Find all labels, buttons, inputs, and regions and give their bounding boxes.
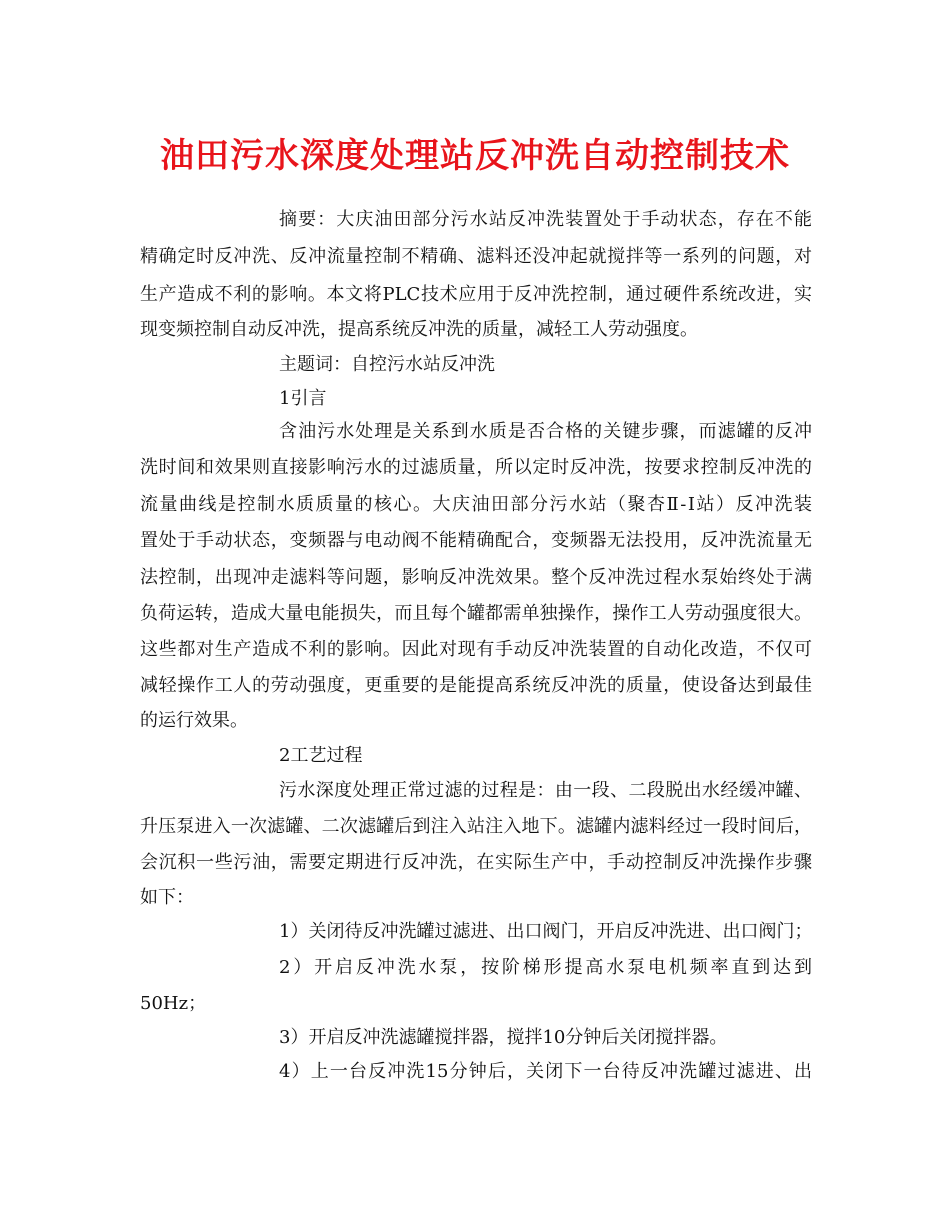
body-line: 负荷运转，造成大量电能损失，而且每个罐都需单独操作，操作工人劳动强度很大。 [140,603,812,624]
body-line: 减轻操作工人的劳动强度，更重要的是能提高系统反冲洗的质量，使设备达到最佳 [140,675,812,696]
abstract-line-4: 现变频控制自动反冲洗，提高系统反冲洗的质量，减轻工人劳动强度。 [140,319,698,340]
body-line: 的运行效果。 [140,710,248,731]
section-heading-process: 2工艺过程 [279,745,363,766]
body-line: 升压泵进入一次滤罐、二次滤罐后到注入站注入地下。滤罐内滤料经过一段时间后， [140,816,812,837]
body-line: 洗时间和效果则直接影响污水的过滤质量，所以定时反冲洗，按要求控制反冲洗的 [140,457,812,478]
body-line: 置处于手动状态，变频器与电动阀不能精确配合，变频器无法投用，反冲洗流量无 [140,530,812,551]
step-4: 4）上一台反冲洗15分钟后，关闭下一台待反冲洗罐过滤进、出 [279,1061,812,1082]
body-line: 这些都对生产造成不利的影响。因此对现有手动反冲洗装置的自动化改造，不仅可 [140,639,812,660]
abstract-line-2: 精确定时反冲洗、反冲流量控制不精确、滤料还没冲起就搅拌等一系列的问题，对 [140,246,812,267]
body-line: 会沉积一些污油，需要定期进行反冲洗，在实际生产中，手动控制反冲洗操作步骤 [140,852,812,873]
body-line: 流量曲线是控制水质质量的核心。大庆油田部分污水站（聚杏Ⅱ-Ⅰ站）反冲洗装 [140,494,812,515]
keywords: 主题词：自控污水站反冲洗 [279,354,495,375]
step-1: 1）关闭待反冲洗罐过滤进、出口阀门，开启反冲洗进、出口阀门； [279,921,813,942]
abstract-line-1: 摘要：大庆油田部分污水站反冲洗装置处于手动状态，存在不能 [279,209,812,230]
section-heading-intro: 1引言 [279,388,327,409]
step-2: 2）开启反冲洗水泵，按阶梯形提高水泵电机频率直到达到 [279,957,812,978]
body-line: 法控制，出现冲走滤料等问题，影响反冲洗效果。整个反冲洗过程水泵始终处于满 [140,567,812,588]
abstract-line-3: 生产造成不利的影响。本文将PLC技术应用于反冲洗控制，通过硬件系统改进，实 [140,284,812,305]
step-3: 3）开启反冲洗滤罐搅拌器，搅拌10分钟后关闭搅拌器。 [279,1027,728,1048]
step-2-continuation: 50Hz； [140,993,207,1014]
document-title: 油田污水深度处理站反冲洗自动控制技术 [160,136,790,176]
body-line: 污水深度处理正常过滤的过程是：由一段、二段脱出水经缓冲罐、 [279,780,812,801]
body-line: 如下： [140,887,194,908]
body-line: 含油污水处理是关系到水质是否合格的关键步骤，而滤罐的反冲 [279,421,812,442]
